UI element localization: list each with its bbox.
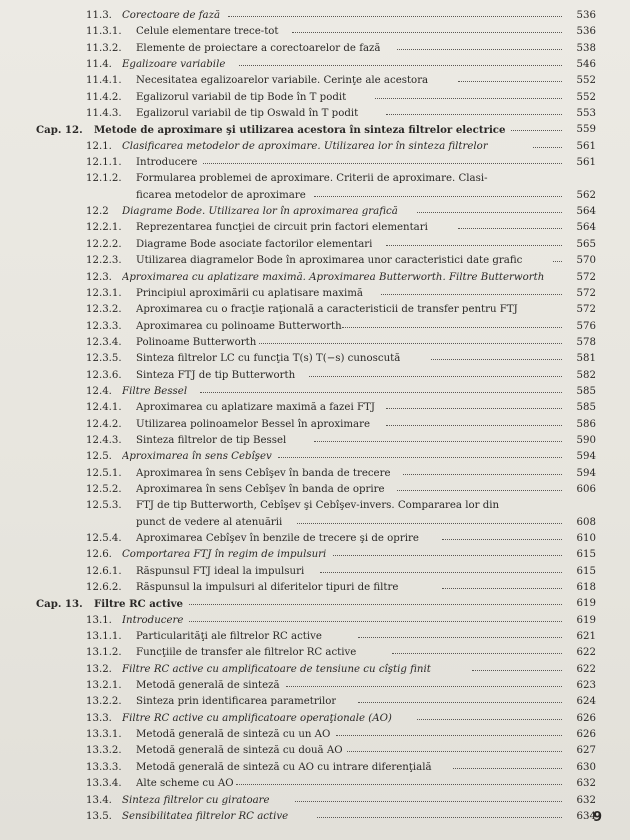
entry-page: 536 <box>576 10 596 21</box>
entry-title: Formularea problemei de aproximare. Criterii de aproximare. Clasi- <box>136 173 488 185</box>
toc-entry-row <box>36 90 596 106</box>
entry-number: 13.1. <box>86 614 112 626</box>
entry-number: 13.3. <box>86 712 112 724</box>
toc-entry-row <box>36 286 596 302</box>
entry-page: 594 <box>576 451 596 463</box>
entry-number: 11.3. <box>86 10 112 21</box>
toc-entry-row <box>36 645 596 661</box>
entry-page: 538 <box>576 42 596 54</box>
dot-leader <box>458 228 562 229</box>
entry-number: 11.3.2. <box>86 42 122 54</box>
entry-title: Comportarea FTJ în regim de impulsuri <box>122 549 327 561</box>
toc-entry-row <box>36 547 596 563</box>
dot-leader <box>358 637 562 638</box>
entry-page: 621 <box>576 631 596 643</box>
entry-page: 546 <box>576 59 596 71</box>
entry-number: 12.5.3. <box>86 500 122 512</box>
entry-number: 12.2 <box>86 206 109 218</box>
dot-leader <box>342 327 562 328</box>
toc-entry-row <box>36 498 596 514</box>
toc-entry-row <box>36 335 596 351</box>
toc-entry-row <box>36 449 596 465</box>
entry-page: 632 <box>576 778 596 790</box>
dot-leader <box>442 539 562 540</box>
entry-page: 606 <box>576 483 596 495</box>
entry-title: Metode de aproximare şi utilizarea acestora în sinteza filtrelor electrice <box>94 124 506 137</box>
entry-page: 615 <box>576 565 596 577</box>
entry-title: Introducere <box>122 614 184 626</box>
entry-number: 12.4.1. <box>86 402 122 414</box>
entry-title: Diagrame Bode asociate factorilor elementari <box>136 238 373 250</box>
entry-title: Metodă generală de sinteză cu AO cu intrare diferenţială <box>136 761 432 773</box>
entry-number: 11.4.3. <box>86 108 122 120</box>
toc-entry-row <box>36 270 596 286</box>
entry-number: 12.3.2. <box>86 304 122 316</box>
dot-leader <box>297 523 562 524</box>
entry-page: 632 <box>576 794 596 806</box>
entry-title: Metodă generală de sinteză cu un AO <box>136 729 331 741</box>
toc-entry-row <box>36 580 596 596</box>
entry-number: 12.2.3. <box>86 255 122 267</box>
toc-entry-row <box>36 809 596 825</box>
toc-entry-row <box>36 400 596 416</box>
toc-entry-row <box>36 417 596 433</box>
entry-page: 565 <box>576 238 596 250</box>
dot-leader <box>417 212 562 213</box>
entry-number: 13.2.1. <box>86 680 122 692</box>
toc-entry-row <box>36 368 596 384</box>
entry-number: 13.1.1. <box>86 631 122 643</box>
entry-page: 582 <box>576 369 596 381</box>
entry-page: 594 <box>576 467 596 479</box>
entry-page: 553 <box>576 108 596 120</box>
entry-page: 572 <box>576 287 596 299</box>
entry-page: 626 <box>576 712 596 724</box>
dot-leader <box>358 702 562 703</box>
entry-page: 615 <box>576 549 596 561</box>
dot-leader <box>189 604 562 605</box>
toc-entry-row <box>36 171 596 187</box>
entry-title: Metodă generală de sinteză <box>136 680 280 692</box>
entry-title: Funcţiile de transfer ale filtrelor RC active <box>136 647 357 659</box>
entry-number: 12.2.2. <box>86 238 122 250</box>
dot-leader <box>286 686 562 687</box>
page-number: 9 <box>592 810 602 825</box>
dot-leader <box>375 98 562 99</box>
entry-page: 564 <box>576 206 596 218</box>
toc-entry-row <box>36 662 596 678</box>
entry-title: Polinoame Butterworth <box>136 336 257 348</box>
dot-leader <box>397 49 562 50</box>
entry-title: Elemente de proiectare a corectoarelor de fază <box>136 42 381 54</box>
entry-title: Utilizarea polinoamelor Bessel în aproximare <box>136 418 371 430</box>
toc-chapter-row <box>36 596 596 612</box>
entry-page: 552 <box>576 75 596 87</box>
entry-title: Necesitatea egalizoarelor variabile. Cerinţe ale acestora <box>136 75 429 87</box>
entry-title: Clasificarea metodelor de aproximare. Utilizarea lor în sinteza filtrelor <box>122 140 488 152</box>
entry-title: punct de vedere al atenuării <box>136 516 283 528</box>
toc-entry-row <box>36 139 596 155</box>
toc-chapter-row <box>36 122 596 138</box>
entry-page: 608 <box>576 516 596 528</box>
entry-number: Cap. 12. <box>36 124 83 137</box>
entry-page: 634 <box>576 810 596 822</box>
dot-leader <box>336 735 562 736</box>
entry-number: 12.3.3. <box>86 320 122 332</box>
dot-leader <box>203 163 562 164</box>
entry-number: 11.4.2. <box>86 91 122 103</box>
toc-entry-row <box>36 466 596 482</box>
entry-number: 12.3.5. <box>86 353 122 365</box>
dot-leader <box>403 474 562 475</box>
entry-page: 618 <box>576 582 596 594</box>
toc-entry-row <box>36 727 596 743</box>
entry-title: Aproximarea cu aplatizare maximă a fazei FTJ <box>136 402 375 414</box>
toc-entry-row <box>36 482 596 498</box>
toc-entry-row <box>36 204 596 220</box>
dot-leader <box>553 261 562 262</box>
entry-number: 11.3.1. <box>86 26 122 38</box>
dot-leader <box>386 245 562 246</box>
toc-entry-row <box>36 515 596 531</box>
entry-title: Aproximarea cu o fracţie raţională a caracteristicii de transfer pentru FTJ <box>136 304 518 316</box>
toc-entry-row <box>36 743 596 759</box>
entry-page: 561 <box>576 157 596 169</box>
dot-leader <box>453 768 562 769</box>
entry-title: Particularităţi ale filtrelor RC active <box>136 631 322 643</box>
entry-page: 570 <box>576 255 596 267</box>
entry-number: 13.2.2. <box>86 696 122 708</box>
toc-entry-row <box>36 629 596 645</box>
entry-page: 581 <box>576 353 596 365</box>
entry-title: Introducere <box>136 157 198 169</box>
toc-entry-row <box>36 253 596 269</box>
entry-number: 12.6.2. <box>86 582 122 594</box>
entry-page: 622 <box>576 647 596 659</box>
dot-leader <box>259 343 562 344</box>
entry-page: 576 <box>576 320 596 332</box>
toc-entry-row <box>36 41 596 57</box>
entry-number: 11.4.1. <box>86 75 122 87</box>
entry-number: 12.4.2. <box>86 418 122 430</box>
entry-page: 623 <box>576 680 596 692</box>
toc-entry-row <box>36 711 596 727</box>
toc-entry-row <box>36 531 596 547</box>
entry-title: Diagrame Bode. Utilizarea lor în aproximarea grafică <box>122 206 398 218</box>
dot-leader <box>228 16 562 17</box>
entry-title: FTJ de tip Butterworth, Cebîşev şi Cebîşev-invers. Compararea lor din <box>136 500 500 512</box>
entry-number: 12.5.4. <box>86 533 122 544</box>
entry-title: Filtre Bessel <box>122 385 188 397</box>
entry-title: Filtre RC active <box>94 598 183 611</box>
entry-number: 12.1.2. <box>86 173 122 185</box>
entry-title: Aproximarea în sens Cebîşev în banda de trecere <box>136 467 391 479</box>
entry-number: 12.3.4. <box>86 336 122 348</box>
entry-number: 12.3. <box>86 271 112 283</box>
entry-number: 12.4. <box>86 385 112 397</box>
entry-title: ficarea metodelor de aproximare <box>136 189 306 201</box>
entry-title: Sensibilitatea filtrelor RC active <box>122 810 289 822</box>
dot-leader <box>511 130 562 131</box>
entry-number: 13.1.2. <box>86 647 122 659</box>
entry-page: 610 <box>576 533 596 544</box>
toc-entry-row <box>36 155 596 171</box>
entry-number: 12.6.1. <box>86 565 122 577</box>
entry-title: Celule elementare trece-tot <box>136 26 279 38</box>
entry-number: 12.5. <box>86 451 112 463</box>
entry-page: 590 <box>576 434 596 446</box>
entry-title: Sinteza FTJ de tip Butterworth <box>136 369 296 381</box>
toc-entry-row <box>36 793 596 809</box>
toc-entry-row <box>36 237 596 253</box>
dot-leader <box>417 719 562 720</box>
entry-page: 578 <box>576 336 596 348</box>
toc-entry-row <box>36 319 596 335</box>
dot-leader <box>392 653 562 654</box>
entry-title: Reprezentarea funcţiei de circuit prin factori elementari <box>136 222 428 234</box>
entry-title: Sinteza prin identificarea parametrilor <box>136 696 337 708</box>
dot-leader <box>314 441 562 442</box>
entry-number: 13.3.1. <box>86 729 122 741</box>
entry-page: 572 <box>576 271 596 283</box>
entry-page: 585 <box>576 385 596 397</box>
toc-entry-row <box>36 384 596 400</box>
dot-leader <box>458 81 562 82</box>
entry-title: Aproximarea în sens Cebîşev <box>122 451 272 463</box>
entry-title: Aproximarea cu aplatizare maximă. Aproximarea Butterworth. Filtre Butterworth <box>122 271 545 283</box>
toc-entry-row <box>36 433 596 449</box>
toc-entry-row <box>36 351 596 367</box>
dot-leader <box>386 408 562 409</box>
toc-entry-row <box>36 73 596 89</box>
entry-number: 13.4. <box>86 794 112 806</box>
dot-leader <box>397 490 562 491</box>
entry-number: 13.3.2. <box>86 745 122 757</box>
entry-number: 12.3.1. <box>86 287 122 299</box>
entry-title: Principiul aproximării cu aplatisare maximă <box>136 287 364 299</box>
entry-page: 536 <box>576 26 596 38</box>
entry-title: Sinteza filtrelor LC cu funcţia T(s) T(−s) cunoscută <box>136 353 401 365</box>
dot-leader <box>333 555 562 556</box>
dot-leader <box>431 359 562 360</box>
dot-leader <box>386 114 562 115</box>
toc-entry-row <box>36 760 596 776</box>
entry-title: Filtre RC active cu amplificatoare operaţionale (AO) <box>122 712 392 724</box>
entry-title: Egalizorul variabil de tip Oswald în T podit <box>136 108 359 120</box>
entry-title: Egalizorul variabil de tip Bode în T podit <box>136 91 347 103</box>
dot-leader <box>347 751 562 752</box>
toc-entry-row <box>36 188 596 204</box>
dot-leader <box>239 65 562 66</box>
entry-number: 12.5.1. <box>86 467 122 479</box>
dot-leader <box>472 670 562 671</box>
entry-title: Sinteza filtrelor cu giratoare <box>122 794 270 806</box>
toc-entry-row <box>36 613 596 629</box>
dot-leader <box>533 147 562 148</box>
toc-entry-row <box>36 8 596 24</box>
toc-entry-row <box>36 302 596 318</box>
entry-number: 13.3.3. <box>86 761 122 773</box>
entry-page: 561 <box>576 140 596 152</box>
entry-page: 622 <box>576 663 596 675</box>
entry-title: Filtre RC active cu amplificatoare de tensiune cu cîştig finit <box>122 663 431 675</box>
entry-title: Aproximarea cu polinoame Butterworth <box>136 320 342 332</box>
entry-title: Răspunsul la impulsuri al diferitelor tipuri de filtre <box>136 582 399 594</box>
toc-entry-row <box>36 57 596 73</box>
dot-leader <box>314 196 562 197</box>
dot-leader <box>278 457 562 458</box>
entry-number: 13.2. <box>86 663 112 675</box>
entry-number: 12.5.2. <box>86 483 122 495</box>
entry-page: 562 <box>576 189 596 201</box>
dot-leader <box>292 32 562 33</box>
entry-page: 630 <box>576 761 596 773</box>
entry-page: 552 <box>576 91 596 103</box>
toc-entry-row <box>36 106 596 122</box>
toc-entry-row <box>36 24 596 40</box>
toc-entry-row <box>36 678 596 694</box>
dot-leader <box>200 392 562 393</box>
dot-leader <box>317 817 562 818</box>
toc-entry-row <box>36 694 596 710</box>
entry-number: 12.3.6. <box>86 369 122 381</box>
entry-title: Aproximarea în sens Cebîşev în banda de oprire <box>136 483 385 495</box>
entry-page: 626 <box>576 729 596 741</box>
table-of-contents <box>36 8 596 825</box>
entry-title: Metodă generală de sinteză cu două AO <box>136 745 343 757</box>
entry-page: 564 <box>576 222 596 234</box>
toc-entry-row <box>36 564 596 580</box>
entry-title: Aproximarea Cebîşev în benzile de trecere şi de oprire <box>136 533 419 544</box>
entry-title: Răspunsul FTJ ideal la impulsuri <box>136 565 305 577</box>
dot-leader <box>189 621 562 622</box>
entry-number: 13.5. <box>86 810 112 822</box>
entry-title: Egalizoare variabile <box>122 59 226 71</box>
entry-page: 624 <box>576 696 596 708</box>
dot-leader <box>295 801 563 802</box>
dot-leader <box>442 588 562 589</box>
toc-entry-row <box>36 776 596 792</box>
entry-page: 619 <box>576 598 596 610</box>
entry-page: 585 <box>576 402 596 414</box>
entry-title: Alte scheme cu AO <box>136 778 234 790</box>
entry-number: 12.6. <box>86 549 112 561</box>
dot-leader <box>320 572 562 573</box>
toc-entry-row <box>36 220 596 236</box>
entry-number: 12.1. <box>86 140 112 152</box>
entry-number: 12.4.3. <box>86 434 122 446</box>
entry-page: 586 <box>576 418 596 430</box>
entry-page: 619 <box>576 614 596 626</box>
entry-number: Cap. 13. <box>36 598 83 611</box>
dot-leader <box>309 376 563 377</box>
entry-page: 559 <box>576 124 596 136</box>
entry-title: Sinteza filtrelor de tip Bessel <box>136 434 287 446</box>
entry-number: 13.3.4. <box>86 778 122 790</box>
entry-number: 12.1.1. <box>86 157 122 169</box>
dot-leader <box>386 425 562 426</box>
entry-page: 627 <box>576 745 596 757</box>
dot-leader <box>236 784 562 785</box>
entry-title: Utilizarea diagramelor Bode în aproximarea unor caracteristici date grafic <box>136 255 523 267</box>
entry-number: 11.4. <box>86 59 112 71</box>
entry-page: 572 <box>576 304 596 316</box>
dot-leader <box>381 294 562 295</box>
entry-number: 12.2.1. <box>86 222 122 234</box>
entry-title: Corectoare de fază <box>122 10 221 21</box>
